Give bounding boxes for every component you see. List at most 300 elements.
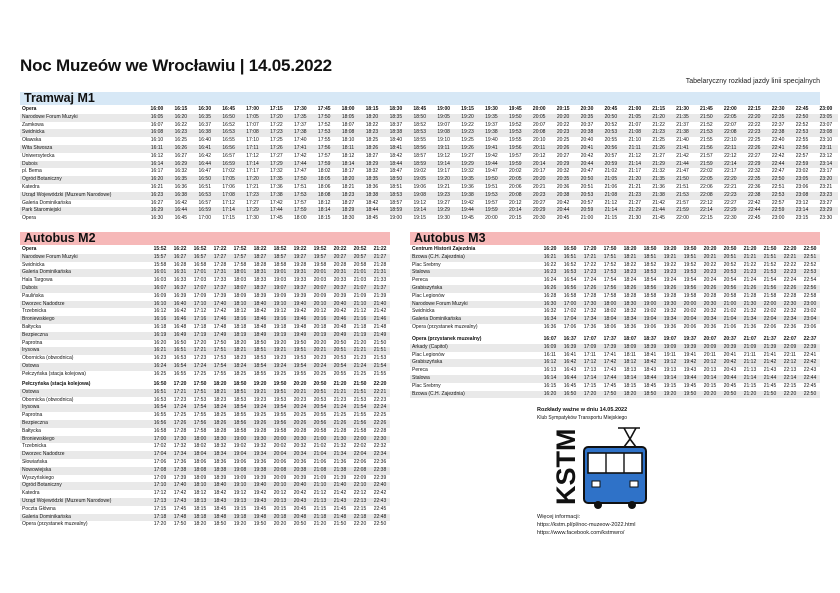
departure-time: 17:51 [294,183,307,190]
departure-time: 17:07 [583,336,597,342]
departure-time: 19:24 [250,404,270,412]
departure-time: 23:11 [814,145,838,153]
departure-time: 22:04 [350,451,370,459]
departure-time: 20:23 [527,192,551,200]
departure-time: 21:41 [671,145,695,153]
stop-name: Dworzec Nadodrze [20,451,150,459]
info-heading: Więcej informacji: [537,514,581,520]
departure-time: 20:32 [293,443,307,450]
departure-time: 19:45 [253,505,267,512]
departure-time: 22:02 [763,308,777,315]
departure-time: 21:15 [604,215,618,222]
departure-time: 21:51 [760,254,780,262]
departure-time: 16:11 [145,145,169,153]
departure-time: 18:23 [620,269,640,277]
departure-time: 18:50 [643,246,657,252]
stop-name: Urząd Wojewódzki (Muzeum Narodowe) [20,192,145,200]
departure-time: 21:56 [694,145,718,153]
departure-time: 20:00 [532,106,546,112]
timetable-row [410,316,820,324]
departure-time: 17:20 [173,381,187,387]
stop-name: Stalowa [410,375,540,383]
departure-time: 21:27 [370,254,390,262]
departure-time: 21:52 [700,121,713,128]
departure-time: 20:15 [509,215,522,222]
departure-time: 19:46 [290,316,310,324]
departure-time: 22:20 [353,521,367,528]
departure-time: 19:20 [273,339,287,346]
departure-time: 16:53 [560,269,580,277]
departure-time: 22:50 [766,176,790,184]
departure-time: 21:13 [310,498,330,506]
departure-time: 19:38 [456,192,480,200]
departure-time: 20:06 [273,458,287,465]
departure-time: 17:30 [170,436,190,444]
timetable-row [20,451,390,459]
departure-time: 19:15 [233,505,247,512]
departure-time: 17:39 [173,474,187,481]
departure-time: 20:45 [604,106,618,112]
departure-time: 18:21 [341,183,355,190]
departure-time: 21:32 [652,168,665,175]
departure-time: 18:18 [233,323,247,330]
departure-time: 16:57 [198,199,211,206]
departure-time: 16:12 [540,359,560,367]
departure-time: 20:30 [580,106,594,112]
departure-time: 21:36 [652,183,665,190]
departure-time: 16:59 [193,207,217,215]
departure-time: 17:04 [560,316,580,324]
stop-name: Opera (przystanek muzealny) [412,323,478,330]
departure-time: 16:20 [145,176,169,184]
departure-time: 22:08 [718,129,742,137]
timetable-row [20,153,838,161]
departure-time: 16:12 [153,308,167,315]
stop-name: Opera [22,246,37,252]
departure-time: 18:59 [408,161,432,169]
departure-time: 17:18 [150,514,170,522]
departure-time: 17:22 [270,121,283,128]
stop-name: Bezpieczna [20,420,150,428]
departure-time: 22:48 [370,514,390,522]
departure-time: 20:09 [700,344,720,352]
departure-time: 17:16 [190,316,210,324]
departure-time: 22:43 [803,367,817,374]
departure-time: 18:30 [389,106,403,112]
timetable-row [20,316,390,324]
stop-name: Plac Srebrny [412,382,441,389]
stop-name: Galeria Dominikańska [22,199,71,206]
departure-time: 22:38 [370,467,390,475]
departure-time: 19:25 [273,370,287,377]
departure-time: 16:35 [193,114,217,122]
departure-time: 22:00 [760,301,780,309]
departure-time: 18:16 [230,316,250,324]
departure-time: 20:42 [333,308,347,315]
departure-time: 22:23 [780,269,800,277]
departure-time: 22:32 [747,168,761,175]
departure-time: 16:01 [150,269,170,277]
departure-time: 17:53 [193,396,207,403]
departure-time: 21:40 [330,482,350,490]
departure-time: 19:51 [270,389,290,397]
departure-time: 16:57 [222,152,235,159]
stop-name: Uniwersytecka [22,152,55,159]
departure-time: 21:50 [671,176,695,184]
departure-time: 17:56 [312,145,336,153]
departure-time: 18:28 [623,292,637,299]
departure-time: 19:30 [660,301,680,309]
departure-time: 23:04 [800,316,820,324]
departure-time: 22:14 [780,375,800,383]
departure-time: 17:37 [603,336,617,342]
departure-time: 18:28 [213,427,227,434]
departure-time: 19:05 [408,176,432,184]
departure-time: 21:49 [370,332,390,340]
departure-time: 17:45 [270,215,283,222]
departure-time: 17:42 [270,199,283,206]
departure-time: 17:08 [217,192,241,200]
departure-time: 21:04 [310,451,330,459]
departure-time: 17:02 [153,443,167,450]
departure-time: 16:24 [543,277,557,284]
departure-time: 16:54 [150,404,170,412]
stop-name: Świdnicka [412,308,435,315]
departure-time: 17:57 [317,152,331,159]
departure-time: 16:10 [150,301,170,309]
departure-time: 19:22 [663,261,677,268]
departure-time: 22:44 [742,207,766,215]
info-link-website[interactable]: https://kstm.pl/pl/noc-muzeow-2022.html [537,522,636,528]
departure-time: 19:09 [273,292,287,299]
departure-time: 18:41 [384,145,408,153]
departure-time: 17:51 [190,389,210,397]
departure-time: 20:21 [290,389,310,397]
departure-time: 20:44 [551,207,575,215]
departure-time: 18:42 [640,359,660,367]
departure-time: 20:10 [270,482,290,490]
departure-time: 18:40 [210,482,230,490]
departure-time: 20:20 [527,176,551,184]
departure-time: 19:42 [680,359,700,367]
departure-time: 19:15 [413,215,426,222]
departure-time: 19:08 [408,192,432,200]
departure-time: 19:18 [230,514,250,522]
departure-time: 17:53 [288,192,312,200]
departure-time: 20:08 [527,129,551,137]
timetable-row [410,269,820,277]
departure-time: 22:08 [694,192,718,200]
departure-time: 23:12 [819,152,833,159]
departure-time: 17:50 [603,246,617,252]
departure-time: 20:29 [551,161,575,169]
departure-time: 21:23 [647,129,671,137]
departure-time: 19:28 [293,261,307,268]
departure-time: 17:36 [270,183,283,190]
departure-time: 21:39 [373,292,387,299]
departure-time: 16:55 [153,412,167,419]
timetable-row [20,436,390,444]
departure-time: 19:34 [250,451,270,459]
departure-time: 22:56 [790,145,814,153]
departure-time: 19:37 [290,285,310,293]
departure-time: 18:04 [600,316,620,324]
departure-time: 16:13 [543,367,557,374]
info-box [537,513,635,537]
departure-time: 19:16 [270,316,290,324]
departure-time: 19:42 [253,490,267,497]
departure-time: 18:07 [341,121,355,128]
departure-time: 17:50 [600,391,620,399]
timetable-row [20,428,390,436]
departure-time: 18:54 [230,404,250,412]
departure-time: 20:42 [720,359,740,367]
departure-time: 20:32 [556,168,570,175]
departure-time: 20:58 [723,292,737,299]
departure-time: 17:28 [173,427,187,434]
departure-time: 18:43 [210,498,230,506]
departure-time: 20:25 [556,137,570,144]
departure-time: 21:24 [350,363,370,371]
departure-time: 16:03 [153,277,167,284]
departure-time: 20:10 [532,137,546,144]
departure-time: 17:04 [150,451,170,459]
departure-time: 16:43 [563,367,577,374]
departure-time: 22:26 [780,285,800,293]
departure-time: 16:27 [174,152,188,159]
departure-time: 18:59 [384,207,408,215]
departure-time: 21:51 [676,183,689,190]
departure-time: 18:49 [250,332,270,340]
departure-time: 19:07 [437,121,450,128]
departure-time: 16:49 [170,332,190,340]
stop-name: Paprotna [22,412,43,419]
departure-time: 22:38 [766,129,790,137]
timetable-row [20,467,390,475]
departure-time: 16:37 [563,336,577,342]
departure-time: 21:09 [353,292,367,299]
departure-time: 17:50 [193,381,207,387]
departure-time: 18:52 [643,261,657,268]
departure-time: 21:14 [623,161,647,169]
departure-time: 20:00 [680,301,700,309]
departure-time: 19:13 [230,498,250,506]
departure-time: 21:24 [743,277,757,284]
departure-time: 17:42 [294,152,307,159]
departure-time: 20:01 [310,269,330,277]
departure-time: 23:14 [790,207,814,215]
departure-time: 20:48 [290,514,310,522]
stop-name: Urząd Wojewódzki (Muzeum Narodowe) [20,498,150,506]
departure-time: 19:53 [680,269,700,277]
departure-time: 19:26 [250,420,270,428]
departure-time: 21:48 [330,514,350,522]
bus-m2-heading-label: Autobus M2 [24,231,96,245]
departure-time: 18:07 [230,285,250,293]
departure-time: 18:38 [360,192,384,200]
departure-time: 20:43 [723,367,737,374]
departure-time: 16:58 [563,292,577,299]
departure-time: 20:22 [333,246,347,252]
departure-time: 21:50 [353,381,367,387]
departure-time: 22:08 [350,467,370,475]
stop-name: Irysowa [20,404,150,412]
timetable-row [20,122,838,130]
departure-time: 21:00 [580,215,594,222]
departure-time: 17:23 [264,129,288,137]
departure-time: 21:41 [763,351,777,358]
departure-time: 21:03 [353,277,367,284]
stop-name: Obornicka (obwodnica) [22,396,74,403]
departure-time: 19:01 [270,269,290,277]
departure-time: 18:50 [253,339,267,346]
stop-name: Broniewskiego [20,316,150,324]
departure-time: 17:06 [222,183,235,190]
timetable-row [410,254,820,262]
departure-time: 20:34 [700,316,720,324]
departure-time: 17:05 [217,176,241,184]
departure-time: 16:42 [173,308,187,315]
departure-time: 17:43 [603,367,617,374]
departure-time: 18:10 [341,137,355,144]
departure-time: 19:28 [253,427,267,434]
departure-time: 18:27 [365,152,379,159]
departure-time: 16:51 [150,389,170,397]
stop-name: Katedra [22,183,40,190]
departure-time: 20:25 [293,412,307,419]
departure-time: 20:05 [503,176,527,184]
departure-time: 22:35 [766,114,790,122]
departure-time: 21:27 [652,152,665,159]
info-link-facebook[interactable]: https://www.facebook.com/kstmwro/ [537,530,625,536]
departure-time: 20:42 [580,152,594,159]
stop-name: Opera [22,106,37,112]
departure-time: 16:32 [174,168,188,175]
departure-time: 20:52 [353,246,367,252]
stop-name: Broniewskiego [20,436,150,444]
departure-time: 20:42 [293,490,307,497]
timetable-row [20,340,390,348]
departure-time: 16:22 [173,246,187,252]
timetable-header-row [410,246,820,254]
departure-time: 18:20 [233,339,247,346]
departure-time: 19:09 [660,344,680,352]
departure-time: 19:47 [485,168,498,175]
departure-time: 19:05 [432,114,456,122]
departure-time: 16:37 [170,285,190,293]
departure-time: 17:34 [170,451,190,459]
departure-time: 18:53 [384,192,408,200]
departure-time: 21:10 [350,301,370,309]
departure-time: 19:50 [683,246,697,252]
departure-time: 18:50 [408,114,432,122]
departure-time: 19:51 [680,254,700,262]
departure-time: 21:33 [373,277,387,284]
departure-time: 17:56 [600,285,620,293]
departure-time: 18:26 [210,420,230,428]
departure-time: 22:34 [780,316,800,324]
departure-time: 20:57 [350,254,370,262]
departure-time: 17:21 [580,254,600,262]
stop-name: Galeria Dominikańska [410,316,540,324]
departure-time: 22:27 [747,152,761,159]
departure-time: 17:51 [600,254,620,262]
departure-time: 21:23 [333,396,347,403]
departure-time: 16:56 [217,145,241,153]
departure-time: 18:21 [210,389,230,397]
departure-time: 21:05 [623,114,647,122]
departure-time: 19:36 [253,458,267,465]
departure-time: 20:07 [310,285,330,293]
departure-time: 16:16 [150,316,170,324]
departure-time: 22:20 [742,114,766,122]
bus-m3-heading [410,232,820,245]
stop-name: Bałtycka [22,427,41,434]
departure-time: 18:20 [336,176,360,184]
departure-time: 17:00 [150,436,170,444]
timetable-row [20,308,390,316]
departure-time: 16:08 [145,129,169,137]
departure-time: 21:50 [694,114,718,122]
departure-time: 21:15 [652,106,666,112]
departure-time: 16:42 [560,359,580,367]
departure-time: 19:51 [485,183,498,190]
departure-time: 19:50 [253,521,267,528]
departure-time: 22:20 [780,391,800,399]
departure-time: 20:26 [551,145,575,153]
departure-time: 18:38 [210,467,230,475]
departure-time: 21:39 [333,474,347,481]
departure-time: 21:23 [353,355,367,362]
timetable-row [410,285,820,293]
departure-time: 20:18 [313,323,327,330]
departure-time: 17:32 [583,308,597,315]
departure-time: 22:40 [370,482,390,490]
departure-time: 20:40 [290,482,310,490]
departure-time: 17:38 [288,129,312,137]
departure-time: 22:42 [771,152,785,159]
departure-time: 16:27 [150,199,164,206]
departure-time: 20:15 [556,106,570,112]
departure-time: 17:09 [580,344,600,352]
departure-time: 21:53 [694,129,718,137]
departure-time: 23:14 [814,161,838,169]
tram-m1-timetable [20,106,838,223]
departure-time: 16:52 [563,261,577,268]
departure-time: 21:44 [671,161,695,169]
departure-time: 18:58 [273,261,287,268]
departure-time: 21:38 [330,467,350,475]
departure-time: 17:00 [560,301,580,309]
departure-time: 20:57 [580,199,594,206]
departure-time: 23:00 [771,215,785,222]
timetable-row [20,498,390,506]
stop-name: Grabiszyńska [410,359,540,367]
departure-time: 17:10 [190,301,210,309]
departure-time: 20:27 [556,152,570,159]
timetable-row [20,137,838,145]
departure-time: 21:37 [676,121,689,128]
departure-time: 19:50 [273,381,287,387]
departure-time: 21:44 [647,207,671,215]
departure-time: 17:38 [170,467,190,475]
departure-time: 17:09 [153,474,167,481]
departure-time: 16:17 [150,168,164,175]
departure-time: 18:56 [230,420,250,428]
departure-time: 17:37 [294,121,307,128]
departure-time: 18:11 [623,351,637,358]
departure-time: 21:20 [333,381,347,387]
